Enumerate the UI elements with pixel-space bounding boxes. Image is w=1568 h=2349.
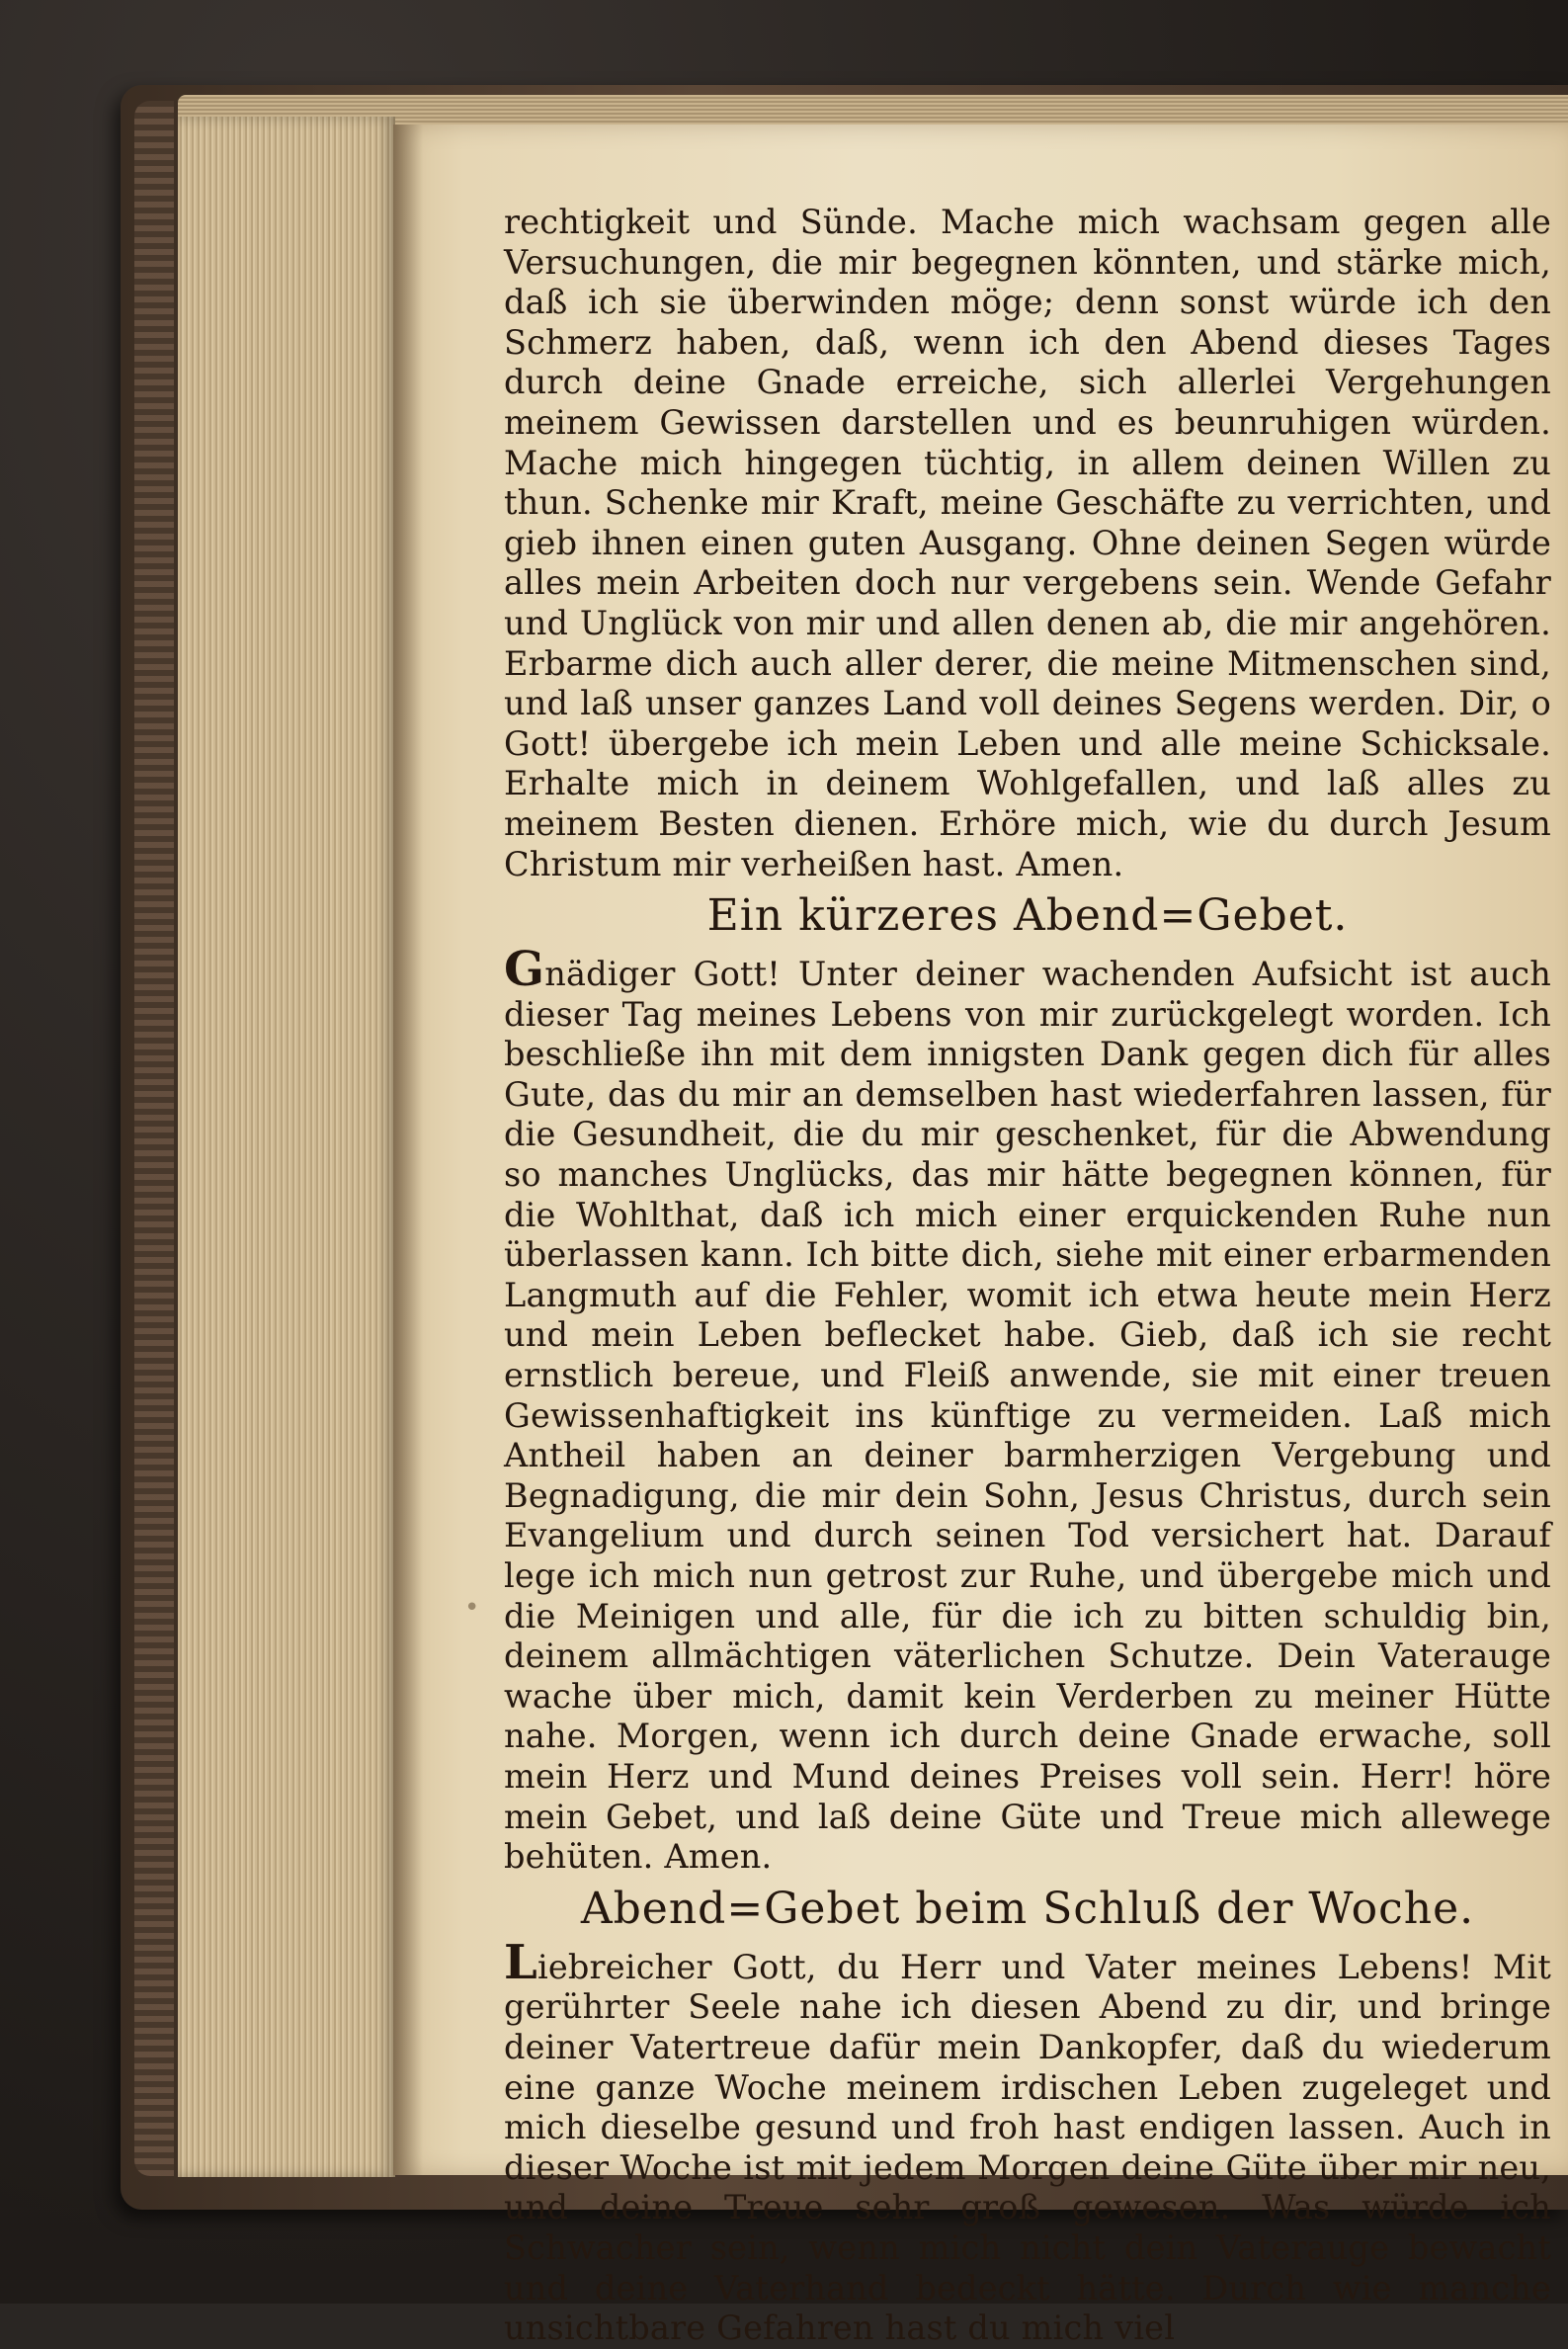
paragraph-week-end-prayer: [504, 1934, 1551, 2349]
paragraph-morning-prayer-end: rechtigkeit und Sünde. Mache mich wachsam gegen alle Versuchungen, die mir begegnen könnten, und stärke mich, daß ich sie überwinden möge; denn sonst würde ich den Schmerz haben, daß, wenn ich den Abend dieses Tages durch deine Gnade erreiche, sich allerlei Vergehungen meinem Gewissen darstellen und es beunruhigen würden. Mache mich hingegen tüchtig, in allem deinen Willen zu thun. Schenke mir Kraft, meine Geschäfte zu verrichten, und gieb ihnen einen guten Ausgang. Ohne deinen Segen würde alles mein Arbeiten doch nur vergebens sein. Wende Gefahr und Unglück von mir und allen denen ab, die mir angehören. Erbarme dich auch aller derer, die meine Mitmenschen sind, und laß unser ganzes Land voll deines Segens werden. Dir, o Gott! übergebe ich mein Leben und alle meine Schicksale. Erhalte mich in deinem Wohlgefallen, und laß alles zu meinem Besten dienen. Erhöre mich, wie du durch Jesum Christum mir verheißen hast. Amen.: [504, 203, 1551, 883]
margin-mark: •: [464, 1593, 480, 1623]
paragraph-body: nädiger Gott! Unter deiner wachenden Aufsicht ist auch dieser Tag meines Lebens von mir zurückgelegt worden. Ich beschließe ihn mit dem innigsten Dank gegen dich für alles Gute, das du mir an demselben hast wiederfahren lassen, für die Gesundheit, die du mir geschenket, für die Abwendung so manches Unglücks, das mir hätte begegnen können, für die Wohlthat, daß ich mich einer erquickenden Ruhe nun überlassen kann. Ich bitte dich, siehe mit einer erbarmenden Langmuth auf die Fehler, womit ich etwa heute mein Herz und mein Leben beflecket habe. Gieb, daß ich sie recht ernstlich bereue, und Fleiß anwende, sie mit einer treuen Gewissenhaftigkeit ins künftige zu vermeiden. Laß mich Antheil haben an deiner barmherzigen Vergebung und Begnadigung, die mir dein Sohn, Jesus Christus, durch sein Evangelium und durch seinen Tod versichert hat. Darauf lege ich mich nun getrost zur Ruhe, und übergebe mich und die Meinigen und alle, für die ich zu bitten schuldig bin, deinem allmächtigen väterlichen Schutze. Dein Vaterauge wache über mich, damit kein Verderben zu meiner Hütte nahe. Morgen, wenn ich durch deine Gnade erwache, soll mein Herz und Mund deines Preises voll sein. Herr! höre mein Gebet, und laß deine Güte und Treue mich allewege behüten. Amen.: [504, 955, 1551, 1877]
paragraph-short-evening-prayer: [504, 942, 1551, 1878]
page-edges-stack: [178, 117, 395, 2177]
initial-letter: L: [504, 1934, 537, 1990]
paragraph-body: iebreicher Gott, du Herr und Vater meines Lebens! Mit gerührter Seele nahe ich diesen Abend zu dir, und bringe deiner Vatertreue dafür mein Dankopfer, daß du wiederum eine ganze Woche meinem irdischen Leben zugeleget und mich dieselbe gesund und froh hast endigen lassen. Auch in dieser Woche ist mit jedem Morgen deine Güte über mir neu, und deine Treue sehr groß gewesen. Was würde ich Schwacher sein, wenn mich nicht dein Vaterauge bewacht und deine Vaterhand bedeckt hätte. Durch wie manche unsichtbare Gefahren hast du mich viel: [504, 1947, 1551, 2348]
gutter-shadow: [393, 125, 423, 2175]
heading-short-evening-prayer: Ein kürzeres Abend=Gebet.: [706, 890, 1349, 942]
initial-letter: G: [504, 942, 545, 998]
book-spine-edge: [134, 101, 174, 2176]
text-block: [504, 203, 1551, 2349]
heading-week-end-prayer: Abend=Gebet beim Schluß der Woche.: [580, 1883, 1475, 1934]
